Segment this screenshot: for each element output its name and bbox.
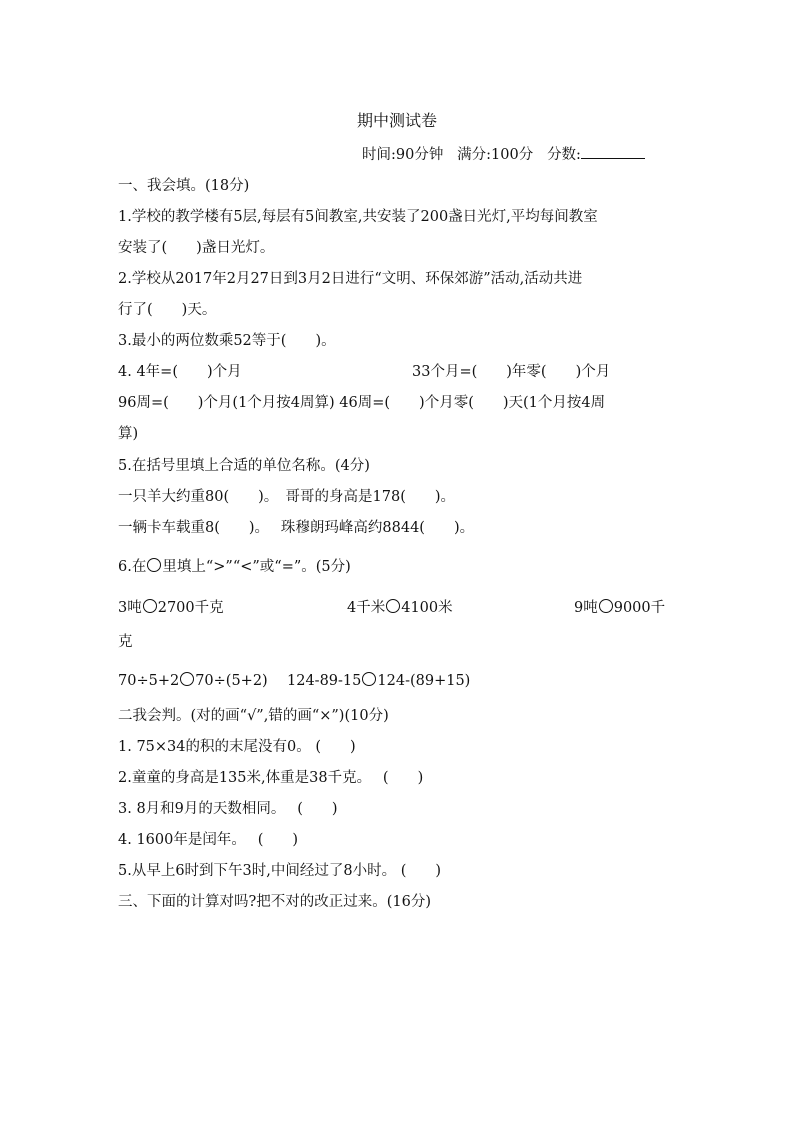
q1-line1: 1.学校的教学楼有5层,每层有5间教室,共安装了200盏日光灯,平均每间教室 (118, 209, 598, 225)
exam-meta (362, 144, 645, 165)
section-3-heading: 三、下面的计算对吗?把不对的改正过来。(16分) (118, 894, 432, 910)
q4-part2: 33个月=( )年零( )个月 (412, 364, 611, 380)
q3: 3.最小的两位数乘52等于( )。 (118, 333, 336, 349)
section-2-heading: 二我会判。(对的画“√”,错的画“×”)(10分) (118, 708, 389, 724)
score-blank[interactable] (581, 144, 645, 159)
judge-q3: 3. 8月和9月的天数相同。 ( ) (118, 801, 338, 817)
q4-line3: 算) (118, 426, 139, 442)
compare-5-right: 124-(89+15) (377, 673, 471, 689)
q2-line2: 行了( )天。 (118, 302, 217, 318)
compare-circle-icon[interactable] (143, 599, 157, 613)
time-limit: 时间:90分钟 (362, 147, 444, 163)
compare-4-right: 70÷(5+2) (195, 673, 268, 689)
compare-2-left: 4千米 (347, 600, 386, 616)
q5-line2: 一辆卡车载重8( )。 珠穆朗玛峰高约8844( )。 (118, 520, 475, 536)
compare-circle-icon[interactable] (362, 672, 376, 686)
q6-number: 6.在 (118, 559, 147, 575)
compare-5-left: 124-89-15 (287, 673, 362, 689)
q4-part1: 4. 4年=( )个月 (118, 364, 242, 380)
compare-4-left: 70÷5+2 (118, 673, 180, 689)
compare-circle-icon[interactable] (599, 599, 613, 613)
compare-1-right: 2700千克 (157, 600, 224, 616)
q6-heading (118, 557, 351, 577)
full-score: 满分:100分 (457, 147, 534, 163)
judge-q4: 4. 1600年是闰年。 ( ) (118, 832, 299, 848)
q6-text: 里填上“>”“<”或“=”。(5分) (162, 559, 351, 575)
compare-2 (347, 598, 453, 618)
compare-5 (287, 671, 470, 691)
compare-circle-icon[interactable] (386, 599, 400, 613)
judge-q1: 1. 75×34的积的末尾没有0。 ( ) (118, 739, 356, 755)
compare-2-right: 4100米 (401, 600, 453, 616)
q5-heading: 5.在括号里填上合适的单位名称。(4分) (118, 458, 370, 474)
q1-line2: 安装了( )盏日光灯。 (118, 240, 275, 256)
compare-circle-icon[interactable] (180, 672, 194, 686)
compare-1 (118, 598, 224, 618)
q4-line2: 96周=( )个月(1个月按4周算) 46周=( )个月零( )天(1个月按4周 (118, 395, 606, 411)
judge-q2: 2.童童的身高是135米,体重是38千克。 ( ) (118, 770, 424, 786)
judge-q5: 5.从早上6时到下午3时,中间经过了8小时。 ( ) (118, 863, 442, 879)
score-label: 分数: (547, 147, 581, 163)
circle-icon (147, 558, 161, 572)
compare-1-left: 3吨 (118, 600, 142, 616)
q5-line1: 一只羊大约重80( )。 哥哥的身高是178( )。 (118, 489, 456, 505)
compare-3-left: 9吨 (574, 600, 598, 616)
compare-4 (118, 671, 268, 691)
section-1-heading: 一、我会填。(18分) (118, 178, 250, 194)
page-title: 期中测试卷 (356, 111, 437, 130)
compare-3-right: 9000千 (613, 600, 666, 616)
compare-3-wrap: 克 (118, 634, 133, 650)
q2-line1: 2.学校从2017年2月27日到3月2日进行“文明、环保郊游”活动,活动共进 (118, 271, 583, 287)
compare-3 (574, 598, 665, 618)
